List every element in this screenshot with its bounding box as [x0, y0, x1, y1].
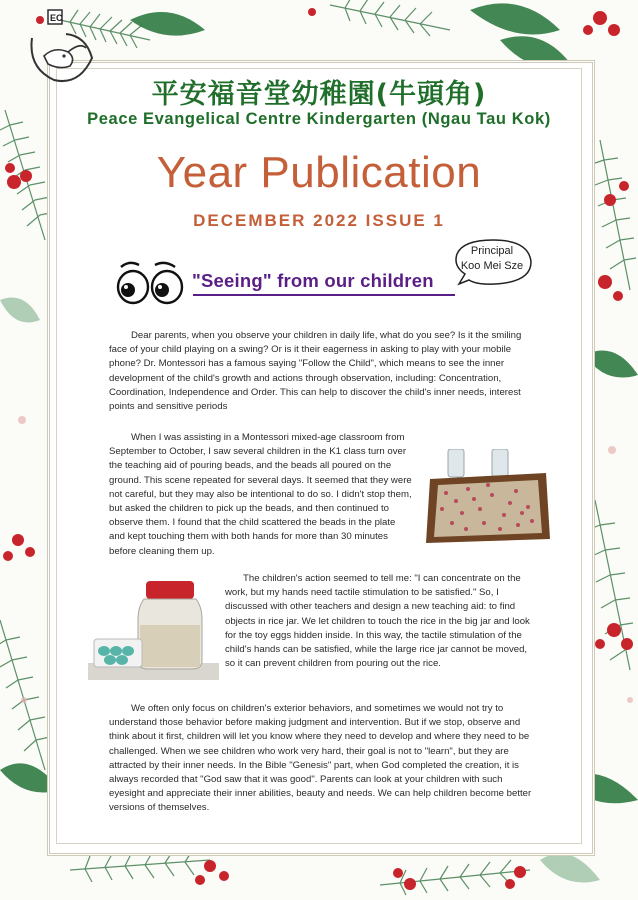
article-paragraph-3: The children's action seemed to tell me: "I can concentrate on the work, but my hands need tactile stimulation to be satisfied." So, I discussed with other teachers and design a new teaching aid: to find objects in rice jar. We let children to touch the rice in the big jar and look for the toy eggs hidden inside. In this way, the tactile stimulation of the child's hands can be satisfied, while the large rice jar cannot be moved, so it can prevent children from pouring out the rice.: [225, 573, 530, 670]
svg-text:EC: EC: [50, 13, 63, 23]
heading-underline: [193, 294, 455, 296]
issue-date: DECEMBER 2022 ISSUE 1: [193, 211, 445, 230]
author-name: Koo Mei Sze: [460, 260, 524, 272]
cartoon-eyes-icon: [113, 258, 189, 306]
bead-tray-photo: [422, 449, 553, 545]
school-name-chinese: 平安福音堂幼稚園(牛頭角): [151, 79, 487, 110]
article-heading: "Seeing" from our children: [192, 270, 434, 291]
school-name-english: Peace Evangelical Centre Kindergarten (Ngau Tau Kok): [87, 110, 551, 128]
rice-jar-photo: [88, 575, 219, 680]
author-bubble-text: [451, 244, 533, 274]
article-paragraph-4: We often only focus on children's exterior behaviors, and sometimes we would not try to understand those behavior before making judgment and intervention. But if we stop, observe and think about it first, children will let you know where they need to develop and where they need to be challenged. When we see children who work very hard, their goal is not to "learn", but they are attracted by their inner needs. In the Bible "Genesis" part, when God completed the creation, it is always recorded that "God saw that it was good". Parents can look at your children with such eyesight and appreciate their inner abilities, beauty and needs. We can help children become better versions of themselves.: [109, 703, 532, 814]
article-paragraph-2: When I was assisting in a Montessori mixed-age classroom from September to October, I saw several children in the K1 class turn over the teaching aid of pouring beads, and the beads all poured on the ground. This scene repeated for several days. It seemed that they were not careful, but they may also be intentional to do so. I didn't stop them, but asked the children to pick up the beads, and then continued to observe them. I found that the child scattered the beads in the plate and kept touching them with both hands for more than 30 minutes before cleaning them up.: [109, 432, 412, 557]
author-title: Principal: [470, 245, 514, 257]
article-paragraph-1: Dear parents, when you observe your children in daily life, what do you see? Is it the smiling face of your child playing on a swing? Or is it their eagerness in asking to play with your mobile phone? Dr. Montessori has a famous saying "Follow the Child", which means to see the inner development of the child's growth and actions through observation, including: Concentration, Coordination, Independence and Order. This can help to discover the child's inner needs, interest points and sensitive periods: [109, 330, 522, 413]
publication-title: Year Publication: [156, 148, 482, 197]
